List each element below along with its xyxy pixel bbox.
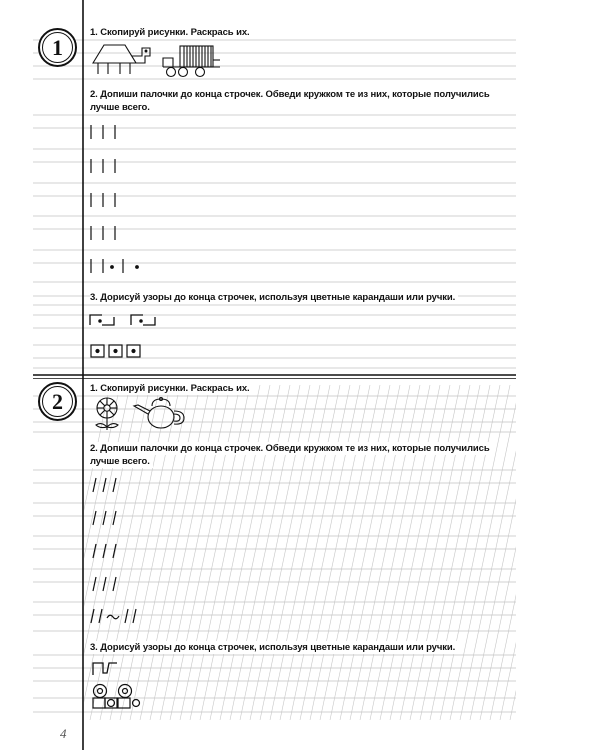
pattern-samples	[85, 305, 205, 365]
task2-heading-line2: лучше всего.	[90, 455, 153, 468]
task1-heading: 1. Скопируй рисунки. Раскрась их.	[90, 382, 253, 395]
task2-heading-line1: 2. Допиши палочки до конца строчек. Обведи кружком те из них, которые получились	[90, 442, 493, 455]
sticks-samples	[85, 115, 175, 280]
slanted-sticks-row-3	[93, 544, 116, 558]
pattern-row-wheels	[93, 685, 140, 709]
section-number-badge	[38, 382, 77, 421]
sticks-row-5	[91, 259, 138, 273]
sticks-row-3	[91, 193, 115, 207]
pattern-samples	[85, 655, 175, 715]
slanted-sticks-samples	[85, 470, 175, 630]
sticks-row-1	[91, 125, 115, 139]
sticks-row-2	[91, 159, 115, 173]
task3-heading: 3. Дорисуй узоры до конца строчек, используя цветные карандаши или ручки.	[90, 291, 458, 304]
page-number: 4	[60, 726, 67, 741]
pattern-row-steps	[93, 663, 117, 675]
slanted-sticks-row-2	[93, 511, 116, 525]
pattern-row-hooks	[90, 315, 155, 325]
task1-heading: 1. Скопируй рисунки. Раскрась их.	[90, 26, 253, 39]
section-number: 1	[52, 34, 63, 60]
teapot-drawing	[128, 396, 198, 432]
pattern-row-boxes	[91, 345, 140, 357]
flower-drawing	[90, 396, 124, 432]
section-number-badge	[38, 28, 77, 67]
slanted-sticks-row-5	[91, 609, 136, 623]
slanted-sticks-row-4	[93, 577, 116, 591]
task2-heading-line2: лучше всего.	[90, 101, 153, 114]
slanted-sticks-row-1	[93, 478, 116, 492]
sticks-row-4	[91, 226, 115, 240]
turtle-drawing	[90, 40, 152, 80]
section-number: 2	[52, 388, 63, 414]
wagon-drawing	[160, 40, 224, 80]
task3-heading: 3. Дорисуй узоры до конца строчек, используя цветные карандаши или ручки.	[90, 641, 458, 654]
task2-heading-line1: 2. Допиши палочки до конца строчек. Обведи кружком те из них, которые получились	[90, 88, 493, 101]
